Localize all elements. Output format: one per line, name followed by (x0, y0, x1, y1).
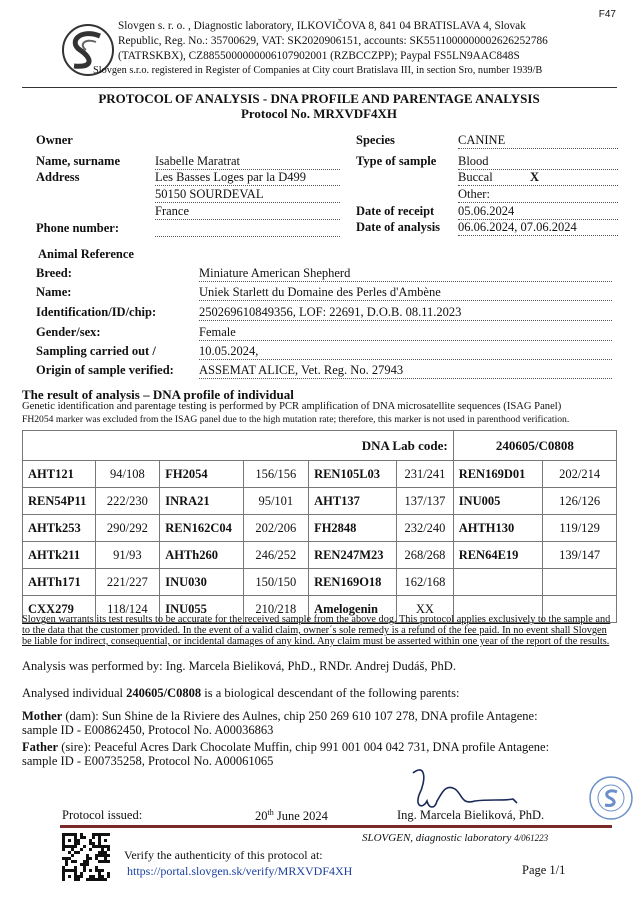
allele-value: 137/137 (397, 488, 453, 515)
verify-link[interactable]: https://portal.slovgen.sk/verify/MRXVDF4XH (127, 864, 353, 878)
animal-value: 250269610849356, LOF: 22691, D.O.B. 08.11.2023 (199, 305, 612, 321)
allele-value: 162/168 (397, 569, 453, 596)
receipt-label: Date of receipt (356, 204, 435, 218)
lab-stamp-icon (588, 775, 634, 821)
lab-code-value: 240605/C0808 (453, 431, 616, 461)
allele-value: 95/101 (243, 488, 308, 515)
allele-value: 232/240 (397, 515, 453, 542)
lab-code-label: DNA Lab code: (23, 431, 454, 461)
father-details: (sire): Peaceful Acres Dark Chocolate Muffin, chip 991 001 004 042 731, DNA profile Antagene: (58, 740, 550, 754)
allele-value: 91/93 (95, 542, 160, 569)
marker-name: REN162C04 (160, 515, 243, 542)
issued-date (255, 808, 328, 824)
buccal-selected-mark: X (530, 170, 540, 184)
table-row (23, 488, 617, 515)
sample-type-other: Other: (458, 187, 618, 203)
allele-value: 231/241 (397, 461, 453, 488)
page-number: Page 1/1 (522, 863, 566, 877)
lab-code: 4/061223 (514, 833, 549, 843)
marker-name: Amelogenin (309, 596, 397, 623)
owner-name: Isabelle Maratrat (155, 154, 340, 170)
table-row (23, 542, 617, 569)
animal-heading: Animal Reference (38, 247, 134, 261)
mother-label: Mother (22, 709, 63, 723)
table-row (23, 515, 617, 542)
header-line-2: Republic, Reg. No.: 35700629, VAT: SK2020906151, accounts: SK5511000000002626252786 (118, 35, 548, 47)
father-label: Father (22, 740, 59, 754)
sample-type-blood: Blood (458, 154, 618, 170)
animal-label: Sampling carried out / (36, 344, 156, 358)
address-line-3: France (155, 204, 340, 220)
marker-name: FH2848 (309, 515, 397, 542)
allele-value: 94/108 (95, 461, 160, 488)
form-code: F47 (598, 9, 616, 20)
father-line-1 (22, 740, 549, 755)
marker-name: REN247M23 (309, 542, 397, 569)
marker-name: FH2054 (160, 461, 243, 488)
descendant-code: 240605/C0808 (126, 686, 202, 700)
dna-profile-table (22, 430, 617, 623)
animal-label: Breed: (36, 266, 72, 280)
address-line-1: Les Basses Loges par la D499 (155, 170, 340, 186)
marker-name: CXX279 (23, 596, 96, 623)
header-line-4: Slovgen s.r.o. registered in Register of Companies at City court Bratislava III, in section Sro, number 1939/B (93, 65, 543, 76)
marker-name: REN64E19 (453, 542, 543, 569)
result-note-1: Genetic identification and parentage testing is performed by PCR amplification of DNA microsatellite sequences (ISAG Panel) (22, 401, 562, 412)
qr-code-icon[interactable] (62, 833, 110, 881)
allele-value: 221/227 (95, 569, 160, 596)
phone-value (155, 221, 340, 237)
marker-name: AHTh260 (160, 542, 243, 569)
allele-value: 290/292 (95, 515, 160, 542)
allele-value: XX (397, 596, 453, 623)
header-line-1: Slovgen s. r. o. , Diagnostic laboratory, ILKOVIČOVA 8, 841 04 BRATISLAVA 4, Slovak (118, 20, 526, 32)
signatory-name: Ing. Marcela Bieliková, PhD. (397, 808, 545, 822)
lab-signature-line (362, 832, 548, 844)
marker-name: INU055 (160, 596, 243, 623)
allele-value (543, 569, 617, 596)
allele-value: 118/124 (95, 596, 160, 623)
mother-line-1 (22, 709, 538, 724)
marker-name: AHT121 (23, 461, 96, 488)
header-divider (22, 87, 617, 88)
allele-value: 222/230 (95, 488, 160, 515)
owner-heading: Owner (36, 133, 73, 147)
phone-label: Phone number: (36, 221, 119, 235)
mother-details: (dam): Sun Shine de la Riviere des Aulnes, chip 250 269 610 107 278, DNA profile Antagene: (62, 709, 538, 723)
descendant-post: is a biological descendant of the following parents: (201, 686, 460, 700)
allele-value: 126/126 (543, 488, 617, 515)
address-label: Address (36, 170, 80, 184)
lab-name: SLOVGEN, diagnostic laboratory (362, 832, 512, 844)
table-row (23, 569, 617, 596)
marker-name: AHT137 (309, 488, 397, 515)
animal-value: ASSEMAT ALICE, Vet. Reg. No. 27943 (199, 363, 612, 379)
allele-value: 202/206 (243, 515, 308, 542)
footer-rule (60, 825, 612, 828)
mother-line-2: sample ID - E00862450, Protocol No. A00036863 (22, 723, 274, 737)
disclaimer-line-1: Slovgen warrants its test results to be accurate for the received sample from the above dog. This protocol applies exclusively to the sample and (22, 614, 611, 625)
descendant-statement (22, 686, 459, 701)
species-value: CANINE (458, 133, 618, 149)
animal-label: Gender/sex: (36, 325, 101, 339)
allele-value: 210/218 (243, 596, 308, 623)
animal-label: Name: (36, 285, 72, 299)
allele-value: 150/150 (243, 569, 308, 596)
disclaimer-line-3: be liable for indirect, consequential, or incidental damages of any kind. Any claim must be asserted within one year of the report of the results. (22, 636, 610, 647)
allele-value: 246/252 (243, 542, 308, 569)
verify-text: Verify the authenticity of this protocol at: (124, 848, 323, 862)
result-note-2: FH2054 marker was excluded from the ISAG panel due to the high mutation rate; therefore, this marker is not used in parenthood verification. (22, 414, 570, 425)
disclaimer-line-2: to the data that the customer provided. In the event of a valid claim, owner´s sole remedy is a refund of the fee paid. In no event shall Slovgen (22, 625, 607, 636)
allele-value: 268/268 (397, 542, 453, 569)
name-label: Name, surname (36, 154, 121, 168)
marker-name: AHTH130 (453, 515, 543, 542)
address-line-2: 50150 SOURDEVAL (155, 187, 340, 203)
marker-name: INRA21 (160, 488, 243, 515)
issued-label: Protocol issued: (62, 808, 143, 822)
allele-value: 202/214 (543, 461, 617, 488)
analysis-date: 06.06.2024, 07.06.2024 (458, 220, 618, 236)
issued-day: 20 (255, 809, 268, 824)
issued-month-year: June 2024 (273, 809, 328, 824)
animal-label: Identification/ID/chip: (36, 305, 157, 319)
analysis-date-label: Date of analysis (356, 220, 441, 234)
marker-name: REN105L03 (309, 461, 397, 488)
marker-name: AHTk253 (23, 515, 96, 542)
protocol-number: Protocol No. MRXVDF4XH (240, 106, 398, 121)
marker-name: REN54P11 (23, 488, 96, 515)
animal-value: Miniature American Shepherd (199, 266, 612, 282)
marker-name: AHTk211 (23, 542, 96, 569)
marker-name: REN169O18 (309, 569, 397, 596)
table-header-row (23, 431, 617, 461)
issued-day-suffix: th (267, 808, 274, 817)
descendant-pre: Analysed individual (22, 686, 127, 700)
allele-value: 139/147 (543, 542, 617, 569)
table-row (23, 461, 617, 488)
marker-name: INU030 (160, 569, 243, 596)
animal-label: Origin of sample verified: (36, 363, 174, 377)
marker-name: AHTh171 (23, 569, 96, 596)
animal-value: Uniek Starlett du Domaine des Perles d'Ambène (199, 285, 612, 301)
marker-name: INU005 (453, 488, 543, 515)
sample-type-label: Type of sample (356, 154, 437, 168)
receipt-date: 05.06.2024 (458, 204, 618, 220)
animal-value: 10.05.2024, (199, 344, 612, 360)
performed-by: Analysis was performed by: Ing. Marcela Bieliková, PhD., RNDr. Andrej Dudáš, PhD. (22, 659, 456, 673)
animal-value: Female (199, 325, 612, 341)
result-heading: The result of analysis – DNA profile of individual (22, 387, 294, 402)
allele-value: 119/129 (543, 515, 617, 542)
document-title: PROTOCOL OF ANALYSIS - DNA PROFILE AND PARENTAGE ANALYSIS (98, 91, 540, 106)
marker-name: REN169D01 (453, 461, 543, 488)
species-label: Species (356, 133, 395, 147)
header-line-3: (TATRSKBX), CZ8855000000006107902001 (RZBCCZPP); Paypal FS5LN9AAC848S (118, 50, 520, 62)
allele-value: 156/156 (243, 461, 308, 488)
marker-name (453, 569, 543, 596)
father-line-2: sample ID - E00735258, Protocol No. A00061065 (22, 754, 274, 768)
sample-type-buccal: Buccal (458, 170, 618, 186)
